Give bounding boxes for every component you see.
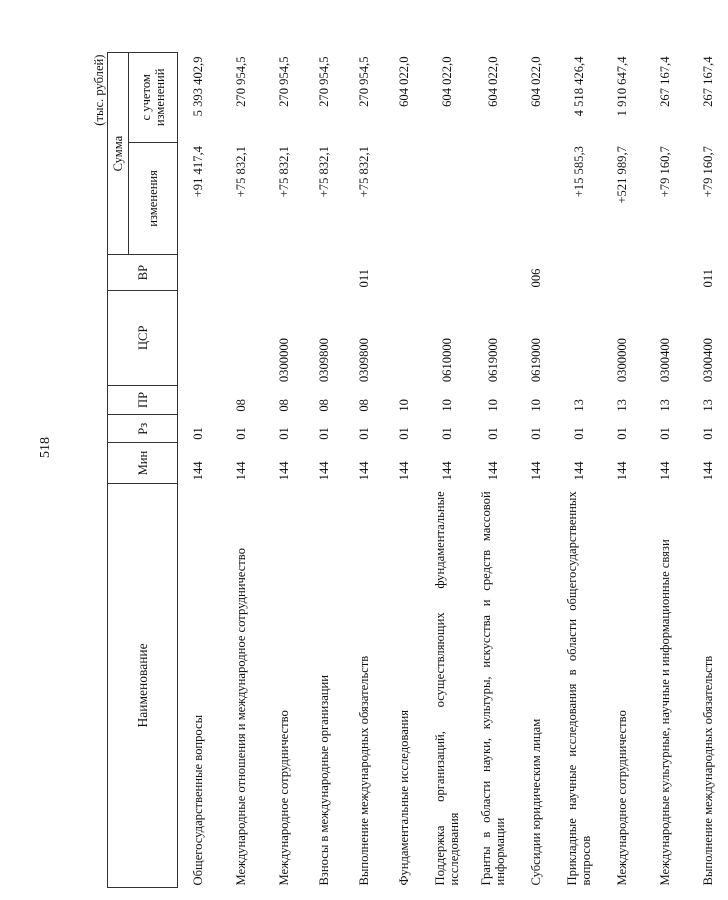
row-total: 1 910 647,4 [615, 56, 630, 117]
row-csr: 0300000 [615, 338, 630, 383]
row-total: 604 022,0 [486, 56, 501, 107]
row-change: +91 417,4 [191, 146, 206, 198]
row-rz: 01 [486, 427, 501, 440]
row-pr: 08 [234, 399, 249, 412]
row-name: Фундаментальные исследования [397, 709, 412, 886]
row-change [424, 142, 470, 255]
row-csr: 0300400 [701, 338, 716, 383]
row-vr [556, 255, 602, 291]
table-row [516, 53, 556, 888]
header-sum: Сумма [108, 53, 129, 255]
row-pr: 10 [529, 399, 544, 412]
row-total: 270 954,5 [277, 56, 292, 107]
row-change [384, 142, 424, 255]
row-pr: 13 [658, 399, 673, 412]
table-row [602, 53, 642, 888]
row-vr: 006 [529, 268, 544, 288]
row-csr [384, 290, 424, 385]
table-row [470, 53, 516, 888]
row-pr: 10 [397, 399, 412, 412]
row-change: +521 989,7 [615, 146, 630, 204]
row-pr: 13 [615, 399, 630, 412]
row-total: 604 022,0 [397, 56, 412, 107]
row-rz: 01 [572, 427, 587, 440]
row-vr [304, 255, 344, 291]
row-csr [218, 290, 264, 385]
row-change: +75 832,1 [277, 146, 292, 198]
row-min: 144 [397, 461, 412, 481]
row-rz: 01 [277, 427, 292, 440]
table-row [424, 53, 470, 888]
row-rz: 01 [529, 427, 544, 440]
row-pr: 08 [317, 399, 332, 412]
row-rz: 01 [397, 427, 412, 440]
table-row [642, 53, 688, 888]
row-change [470, 142, 516, 255]
row-name: Международное сотрудничество [277, 710, 292, 886]
table-row [384, 53, 424, 888]
budget-table-sheet [92, 52, 716, 888]
row-total: 604 022,0 [529, 56, 544, 107]
row-rz: 01 [701, 427, 716, 440]
row-vr [642, 255, 688, 291]
row-rz: 01 [357, 427, 372, 440]
row-vr [384, 255, 424, 291]
row-name: Выполнение международных обязательств [357, 655, 372, 886]
row-min: 144 [234, 461, 249, 481]
row-change: +75 832,1 [234, 146, 249, 198]
table-row [264, 53, 304, 888]
row-total: 604 022,0 [440, 56, 455, 107]
row-total: 5 393 402,9 [191, 56, 206, 117]
row-pr [178, 385, 219, 415]
row-pr: 10 [440, 399, 455, 412]
header-with-changes: с учетом изменений [129, 53, 178, 143]
row-rz: 01 [317, 427, 332, 440]
row-csr [178, 290, 219, 385]
row-min: 144 [191, 461, 206, 481]
row-name: Международные культурные, научные и информационные связи [658, 539, 673, 886]
row-min: 144 [572, 461, 587, 481]
row-pr: 08 [357, 399, 372, 412]
header-vr: ВР [108, 255, 178, 291]
row-vr [178, 255, 219, 291]
row-rz: 01 [440, 427, 455, 440]
row-total: 270 954,5 [234, 56, 249, 107]
row-name: Субсидии юридическим лицам [529, 718, 544, 886]
row-name: Взносы в международные организации [317, 674, 332, 886]
header-change: изменения [129, 142, 178, 255]
row-vr [470, 255, 516, 291]
row-csr: 0309800 [317, 338, 332, 383]
header-min: Мин [108, 443, 178, 484]
row-min: 144 [701, 461, 716, 481]
row-total: 270 954,5 [357, 56, 372, 107]
row-name: Прикладные научные исследования в области общегосударственных вопросов [565, 491, 594, 886]
row-min: 144 [317, 461, 332, 481]
row-rz: 01 [191, 427, 206, 440]
row-name: Гранты в области науки, культуры, искусства и средств массовой информации [479, 491, 508, 886]
units-label: (тыс. рублей) [92, 54, 106, 126]
row-change [516, 142, 556, 255]
table-row [218, 53, 264, 888]
row-name: Общегосударственные вопросы [191, 714, 206, 886]
row-csr: 0619000 [529, 338, 544, 383]
row-pr: 13 [701, 399, 716, 412]
row-min: 144 [277, 461, 292, 481]
row-vr: 011 [357, 269, 372, 288]
row-min: 144 [529, 461, 544, 481]
row-name: Выполнение международных обязательств [701, 655, 716, 886]
budget-table [92, 52, 728, 888]
row-name: Поддержка организаций, осуществляющих фундаментальные исследования [433, 491, 462, 886]
row-vr [264, 255, 304, 291]
header-name: Наименование [108, 483, 178, 887]
row-change: +79 160,7 [658, 146, 673, 198]
table-row [556, 53, 602, 888]
table-row [344, 53, 384, 888]
page-number: 518 [38, 437, 53, 458]
row-min: 144 [440, 461, 455, 481]
row-csr: 0300000 [277, 338, 292, 383]
row-pr: 10 [486, 399, 501, 412]
row-rz: 01 [234, 427, 249, 440]
row-csr: 0619000 [486, 338, 501, 383]
row-total: 4 518 426,4 [572, 56, 587, 117]
row-min: 144 [615, 461, 630, 481]
row-name: Международные отношения и международное сотрудничество [234, 548, 249, 886]
row-change: +75 832,1 [357, 146, 372, 198]
row-total: 270 954,5 [317, 56, 332, 107]
row-rz: 01 [658, 427, 673, 440]
table-row [304, 53, 344, 888]
row-change: +79 160,7 [701, 146, 716, 198]
header-pr: ПР [108, 385, 178, 415]
row-vr: 011 [701, 269, 716, 288]
row-vr [602, 255, 642, 291]
row-csr: 0300400 [658, 338, 673, 383]
row-csr: 0309800 [357, 338, 372, 383]
row-min: 144 [357, 461, 372, 481]
header-csr: ЦСР [108, 290, 178, 385]
row-pr: 13 [572, 399, 587, 412]
row-total: 267 167,4 [658, 56, 673, 107]
row-vr [424, 255, 470, 291]
row-vr [218, 255, 264, 291]
row-min: 144 [658, 461, 673, 481]
row-csr [556, 290, 602, 385]
row-change: +15 585,3 [572, 146, 587, 198]
row-change: +75 832,1 [317, 146, 332, 198]
row-csr: 0610000 [440, 338, 455, 383]
row-name: Международное сотрудничество [615, 710, 630, 886]
row-min: 144 [486, 461, 501, 481]
row-rz: 01 [615, 427, 630, 440]
table-row [178, 53, 219, 888]
row-total: 267 167,4 [701, 56, 716, 107]
table-row [688, 53, 728, 888]
header-rz: Рз [108, 415, 178, 443]
row-pr: 08 [277, 399, 292, 412]
